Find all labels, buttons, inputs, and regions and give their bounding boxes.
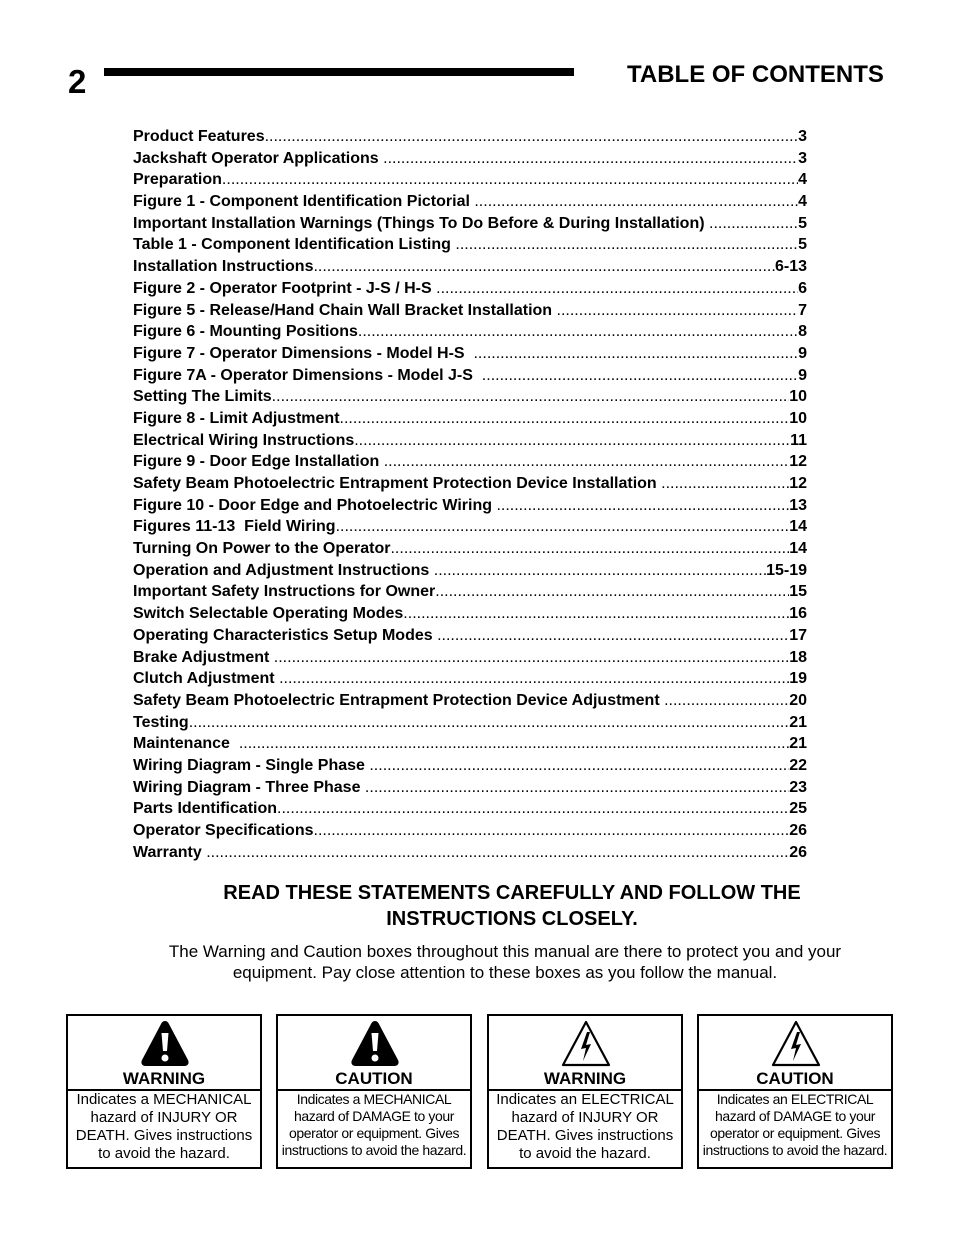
toc-entry-page: 16 bbox=[789, 605, 807, 623]
toc-entry bbox=[133, 647, 807, 669]
toc-entry-title: Wiring Diagram - Single Phase bbox=[133, 756, 370, 774]
toc-entry-page: 14 bbox=[789, 518, 807, 536]
toc-entry bbox=[133, 300, 807, 322]
toc-entry-page: 4 bbox=[798, 171, 807, 189]
toc-leader-dots bbox=[265, 126, 799, 148]
toc-entry-title: Figure 10 - Door Edge and Photoelectric Wiring bbox=[133, 496, 497, 514]
toc-leader-dots bbox=[390, 538, 789, 560]
toc-entry-page: 25 bbox=[789, 800, 807, 818]
toc-entry-page: 22 bbox=[789, 756, 807, 774]
toc-entry-page: 10 bbox=[789, 409, 807, 427]
toc-entry bbox=[133, 256, 807, 278]
toc-leader-dots bbox=[383, 148, 798, 170]
toc-entry-page: 9 bbox=[798, 344, 807, 362]
sign-header bbox=[278, 1016, 470, 1091]
toc-leader-dots bbox=[664, 690, 789, 712]
toc-entry bbox=[133, 603, 807, 625]
toc-entry-title: Wiring Diagram - Three Phase bbox=[133, 778, 365, 796]
toc-entry bbox=[133, 234, 807, 256]
toc-entry bbox=[133, 625, 807, 647]
toc-leader-dots bbox=[437, 625, 789, 647]
toc-entry bbox=[133, 148, 807, 170]
toc-entry bbox=[133, 473, 807, 495]
electrical-caution-box bbox=[697, 1014, 893, 1169]
toc-entry-page: 23 bbox=[789, 778, 807, 796]
toc-entry-page: 3 bbox=[798, 128, 807, 145]
toc-entry bbox=[133, 560, 807, 582]
toc-leader-dots bbox=[482, 365, 798, 387]
lightning-bolt-icon bbox=[770, 1018, 822, 1068]
toc-entry-title: Figure 8 - Limit Adjustment bbox=[133, 409, 340, 427]
toc-leader-dots bbox=[189, 712, 790, 734]
toc-entry-page: 19 bbox=[789, 670, 807, 688]
toc-entry bbox=[133, 278, 807, 300]
notice-body-line: equipment. Pay close attention to these boxes as you follow the manual. bbox=[232, 963, 778, 982]
toc-leader-dots bbox=[239, 733, 789, 755]
toc-entry bbox=[133, 712, 807, 734]
toc-entry bbox=[133, 343, 807, 365]
notice-body bbox=[110, 941, 900, 983]
toc-leader-dots bbox=[436, 278, 798, 300]
toc-entry-page: 3 bbox=[798, 149, 807, 167]
toc-entry bbox=[133, 755, 807, 777]
toc-entry bbox=[133, 798, 807, 820]
lightning-bolt-icon bbox=[560, 1018, 612, 1068]
sign-label: CAUTION bbox=[335, 1069, 413, 1088]
toc-leader-dots bbox=[369, 755, 789, 777]
exclamation-icon bbox=[139, 1018, 191, 1068]
sign-description: Indicates an ELECTRICAL hazard of DAMAGE to your operator or equipment. Gives instructions to avoid the hazard. bbox=[702, 1091, 888, 1158]
toc-leader-dots bbox=[336, 516, 790, 538]
toc-leader-dots bbox=[354, 430, 790, 452]
toc-leader-dots bbox=[340, 408, 790, 430]
toc-entry-page: 9 bbox=[798, 366, 807, 384]
sign-description: Indicates a MECHANICAL hazard of DAMAGE to your operator or equipment. Gives instructions to avoid the hazard. bbox=[281, 1091, 467, 1158]
toc-entry-title: Figure 9 - Door Edge Installation bbox=[133, 453, 384, 471]
toc-entry-title: Operating Characteristics Setup Modes bbox=[133, 626, 438, 644]
toc-entry-page: 6-13 bbox=[774, 258, 807, 276]
sign-header bbox=[699, 1016, 891, 1091]
sign-label: CAUTION bbox=[756, 1069, 834, 1088]
toc-leader-dots bbox=[313, 256, 775, 278]
toc-leader-dots bbox=[473, 343, 798, 365]
toc-leader-dots bbox=[434, 560, 766, 582]
toc-leader-dots bbox=[206, 842, 789, 864]
toc-entry bbox=[133, 733, 807, 755]
toc-leader-dots bbox=[474, 191, 798, 213]
notice-heading-line: INSTRUCTIONS CLOSELY. bbox=[386, 908, 638, 930]
mechanical-warning-box bbox=[66, 1014, 262, 1169]
toc-entry-title: Important Safety Instructions for Owner bbox=[133, 583, 436, 601]
toc-leader-dots bbox=[496, 495, 789, 517]
toc-entry-title: Important Installation Warnings (Things To Do Before & During Installation) bbox=[133, 214, 709, 232]
toc-entry-title: Brake Adjustment bbox=[133, 648, 274, 666]
toc-entry-title: Figures 11-13 Field Wiring bbox=[133, 518, 336, 536]
toc-entry bbox=[133, 169, 807, 191]
toc-entry-page: 12 bbox=[789, 475, 807, 492]
toc-entry-title: Figure 1 - Component Identification Pictorial bbox=[133, 193, 475, 211]
toc-entry-title: Operator Specifications bbox=[133, 822, 314, 839]
toc-entry bbox=[133, 495, 807, 517]
toc-leader-dots bbox=[277, 798, 789, 820]
toc-leader-dots bbox=[661, 473, 789, 495]
toc-leader-dots bbox=[365, 777, 789, 799]
toc-leader-dots bbox=[557, 300, 799, 322]
sign-label: WARNING bbox=[122, 1069, 206, 1088]
toc-entry-title: Figure 7 - Operator Dimensions - Model H-S bbox=[133, 344, 474, 362]
toc-entry bbox=[133, 408, 807, 430]
notice-body-line: The Warning and Caution boxes throughout this manual are there to protect you and your bbox=[168, 942, 842, 961]
toc-entry bbox=[133, 668, 807, 690]
toc-entry-page: 26 bbox=[789, 843, 807, 861]
toc-entry-page: 17 bbox=[789, 626, 807, 644]
toc-entry bbox=[133, 538, 807, 560]
toc-entry-title: Operation and Adjustment Instructions bbox=[133, 561, 434, 579]
toc-entry bbox=[133, 213, 807, 235]
toc-entry-page: 15 bbox=[789, 583, 807, 601]
toc-entry bbox=[133, 191, 807, 213]
sign-header bbox=[68, 1016, 260, 1091]
toc-entry-title: Maintenance bbox=[133, 735, 239, 753]
toc-entry-title: Switch Selectable Operating Modes bbox=[133, 605, 404, 623]
toc-entry-title: Parts Identification bbox=[133, 800, 278, 818]
toc-entry-title: Safety Beam Photoelectric Entrapment Protection Device Installation bbox=[133, 475, 662, 492]
toc-entry bbox=[133, 430, 807, 452]
toc-entry-title: Jackshaft Operator Applications bbox=[133, 149, 384, 167]
toc-entry bbox=[133, 820, 807, 842]
table-of-contents bbox=[133, 126, 807, 863]
mechanical-caution-box bbox=[276, 1014, 472, 1169]
toc-entry bbox=[133, 777, 807, 799]
toc-entry-title: Figure 5 - Release/Hand Chain Wall Bracket Installation bbox=[133, 301, 557, 319]
toc-entry-page: 11 bbox=[790, 431, 807, 449]
toc-entry-page: 5 bbox=[798, 236, 807, 254]
toc-entry-title: Clutch Adjustment bbox=[133, 670, 280, 688]
toc-entry bbox=[133, 451, 807, 473]
toc-entry-title: Warranty bbox=[133, 843, 207, 861]
toc-entry-title: Testing bbox=[133, 713, 189, 731]
sign-description: Indicates a MECHANICAL hazard of INJURY OR DEATH. Gives instructions to avoid the hazard. bbox=[75, 1091, 253, 1162]
sign-description: Indicates an ELECTRICAL hazard of INJURY OR DEATH. Gives instructions to avoid the hazard. bbox=[496, 1091, 674, 1162]
toc-entry-page: 7 bbox=[798, 301, 807, 319]
toc-leader-dots bbox=[403, 603, 789, 625]
toc-entry-page: 6 bbox=[798, 279, 807, 297]
toc-entry-page: 21 bbox=[789, 735, 807, 753]
toc-entry-title: Turning On Power to the Operator bbox=[133, 540, 391, 558]
toc-entry-page: 26 bbox=[789, 822, 807, 839]
toc-entry-page: 13 bbox=[789, 496, 807, 514]
toc-entry-title: Electrical Wiring Instructions bbox=[133, 431, 355, 449]
toc-entry-title: Figure 7A - Operator Dimensions - Model J-S bbox=[133, 366, 482, 384]
notice-heading-line: READ THESE STATEMENTS CAREFULLY AND FOLLOW THE bbox=[223, 882, 801, 904]
toc-entry-title: Preparation bbox=[133, 171, 222, 189]
toc-entry bbox=[133, 581, 807, 603]
toc-entry bbox=[133, 690, 807, 712]
toc-leader-dots bbox=[358, 321, 798, 343]
toc-leader-dots bbox=[274, 647, 789, 669]
toc-leader-dots bbox=[455, 234, 798, 256]
toc-entry-title: Figure 6 - Mounting Positions bbox=[133, 323, 358, 341]
toc-entry-page: 14 bbox=[789, 540, 807, 558]
toc-entry bbox=[133, 126, 807, 148]
toc-entry-page: 20 bbox=[789, 691, 807, 709]
header-rule bbox=[104, 68, 574, 76]
toc-entry-page: 12 bbox=[789, 453, 807, 471]
toc-entry bbox=[133, 365, 807, 387]
electrical-warning-box bbox=[487, 1014, 683, 1169]
toc-entry-page: 8 bbox=[798, 323, 807, 341]
toc-entry-title: Table 1 - Component Identification Listing bbox=[133, 236, 456, 254]
sign-label: WARNING bbox=[543, 1069, 627, 1088]
toc-entry bbox=[133, 321, 807, 343]
toc-entry-page: 5 bbox=[798, 214, 807, 232]
page-number: 2 bbox=[68, 63, 87, 100]
toc-leader-dots bbox=[435, 581, 789, 603]
toc-entry-page: 15-19 bbox=[766, 561, 807, 579]
toc-leader-dots bbox=[272, 386, 790, 408]
toc-entry bbox=[133, 516, 807, 538]
toc-entry-page: 18 bbox=[789, 648, 807, 666]
toc-entry-title: Product Features bbox=[133, 128, 265, 145]
toc-entry-page: 4 bbox=[798, 193, 807, 211]
toc-entry-title: Figure 2 - Operator Footprint - J-S / H-S bbox=[133, 279, 437, 297]
page-title: TABLE OF CONTENTS bbox=[627, 61, 884, 88]
toc-entry bbox=[133, 386, 807, 408]
toc-leader-dots bbox=[709, 213, 798, 235]
toc-leader-dots bbox=[384, 451, 790, 473]
sign-header bbox=[489, 1016, 681, 1091]
toc-entry-title: Setting The Limits bbox=[133, 388, 272, 406]
toc-leader-dots bbox=[314, 820, 790, 842]
toc-entry-title: Installation Instructions bbox=[133, 258, 314, 276]
exclamation-icon bbox=[349, 1018, 401, 1068]
toc-entry-page: 21 bbox=[789, 713, 807, 731]
toc-entry bbox=[133, 842, 807, 864]
notice-heading bbox=[140, 880, 884, 932]
toc-leader-dots bbox=[222, 169, 798, 191]
toc-entry-title: Safety Beam Photoelectric Entrapment Protection Device Adjustment bbox=[133, 691, 665, 709]
toc-entry-page: 10 bbox=[789, 388, 807, 406]
toc-leader-dots bbox=[279, 668, 789, 690]
